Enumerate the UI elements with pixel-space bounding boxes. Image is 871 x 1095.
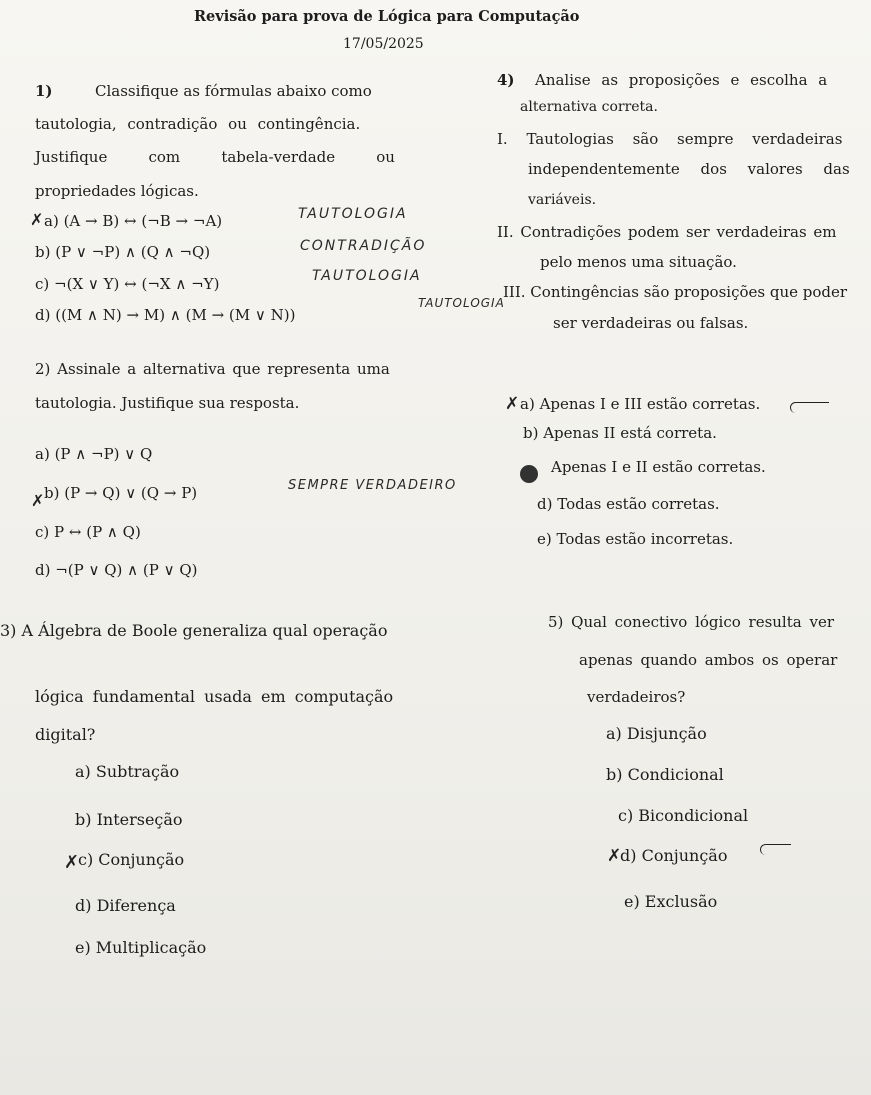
q4-i-line2: independentemente dos valores das	[528, 160, 850, 178]
q1-line3-word: ou	[376, 148, 395, 166]
q5-option-b: b) Condicional	[606, 765, 724, 784]
q5-option-c: c) Bicondicional	[618, 806, 749, 825]
q1-answer-c: TAUTOLOGIA	[312, 268, 422, 284]
q1-line2: tautologia, contradição ou contingência.	[35, 115, 361, 133]
q1-line3-word: tabela-verdade	[221, 148, 336, 166]
q4-iii-line2: ser verdadeiras ou falsas.	[553, 314, 749, 332]
q1-item-d: d) ((M ∧ N) → M) ∧ (M → (M ∨ N))	[35, 306, 296, 324]
q3-option-d: d) Diferença	[75, 896, 176, 915]
q5-line3: verdadeiros?	[587, 688, 686, 706]
q3-option-a: a) Subtração	[75, 762, 180, 781]
q4-option-e: e) Todas estão incorretas.	[537, 530, 734, 548]
q4-number: 4)	[497, 71, 515, 89]
q1-answer-b: CONTRADIÇÃO	[300, 238, 427, 254]
q5-option-a: a) Disjunção	[606, 724, 707, 743]
filled-circle-icon	[520, 465, 538, 483]
checkmark-icon: ✗	[64, 852, 80, 873]
q4-option-b: b) Apenas II está correta.	[523, 424, 717, 442]
q3-line2: lógica fundamental usada em computação	[35, 687, 394, 706]
q2-line2: tautologia. Justifique sua resposta.	[35, 394, 300, 412]
q5-option-d: d) Conjunção	[620, 846, 728, 865]
q4-option-a: a) Apenas I e III estão corretas.	[520, 395, 761, 413]
q2-option-a: a) (P ∧ ¬P) ∨ Q	[35, 445, 153, 463]
q3-option-b: b) Interseção	[75, 810, 183, 829]
q4-line1: Analise as proposições e escolha a	[535, 71, 828, 89]
q4-i-line3: variáveis.	[528, 192, 597, 208]
q5-line2: apenas quando ambos os operar	[579, 651, 838, 669]
q3-line3: digital?	[35, 725, 96, 744]
q3-option-e: e) Multiplicação	[75, 938, 207, 957]
q4-iii-line1: III. Contingências são proposições que poder	[503, 283, 848, 301]
q2-option-b: b) (P → Q) ∨ (Q → P)	[44, 484, 198, 502]
q2-option-c: c) P ↔ (P ∧ Q)	[35, 523, 141, 541]
q1-line4: propriedades lógicas.	[35, 182, 199, 200]
q4-option-d: d) Todas estão corretas.	[537, 495, 720, 513]
page-date: 17/05/2025	[343, 36, 424, 52]
checkmark-icon: ✗	[607, 846, 622, 866]
q1-line3-word: Justifique	[35, 148, 108, 166]
q1-item-a: a) (A → B) ↔ (¬B → ¬A)	[44, 212, 223, 230]
checkmark-icon: ✗	[31, 491, 45, 510]
q3-option-c: c) Conjunção	[78, 850, 185, 869]
q4-ii-line1: II. Contradições podem ser verdadeiras em	[497, 223, 837, 241]
page-title: Revisão para prova de Lógica para Computação	[194, 8, 580, 25]
q1-number: 1)	[35, 82, 53, 100]
pen-scribble	[790, 402, 829, 413]
q2-option-d: d) ¬(P ∨ Q) ∧ (P ∨ Q)	[35, 561, 198, 579]
q1-line3-word: com	[148, 148, 181, 166]
q4-line2: alternativa correta.	[520, 99, 658, 115]
q1-line3	[35, 148, 395, 166]
q4-ii-line2: pelo menos uma situação.	[540, 253, 737, 271]
q1-item-c: c) ¬(X ∨ Y) ↔ (¬X ∧ ¬Y)	[35, 275, 220, 293]
q1-item-b: b) (P ∨ ¬P) ∧ (Q ∧ ¬Q)	[35, 243, 211, 261]
q1-line1: Classifique as fórmulas abaixo como	[95, 82, 372, 100]
checkmark-icon: ✗	[505, 394, 520, 414]
q1-answer-d: TAUTOLOGIA	[418, 296, 505, 310]
q1-answer-a: TAUTOLOGIA	[298, 206, 408, 222]
q3-line1: 3) A Álgebra de Boole generaliza qual operação	[0, 621, 388, 640]
pen-scribble	[760, 844, 791, 855]
q4-option-c: Apenas I e II estão corretas.	[551, 458, 766, 476]
checkmark-icon: ✗	[30, 210, 44, 229]
q5-option-e: e) Exclusão	[624, 892, 718, 911]
q2-answer-note: SEMPRE VERDADEIRO	[288, 478, 457, 493]
q4-i-line1: I. Tautologias são sempre verdadeiras	[497, 130, 843, 148]
q5-line1: 5) Qual conectivo lógico resulta ver	[548, 613, 834, 631]
q2-line1: 2) Assinale a alternativa que representa uma	[35, 360, 390, 378]
